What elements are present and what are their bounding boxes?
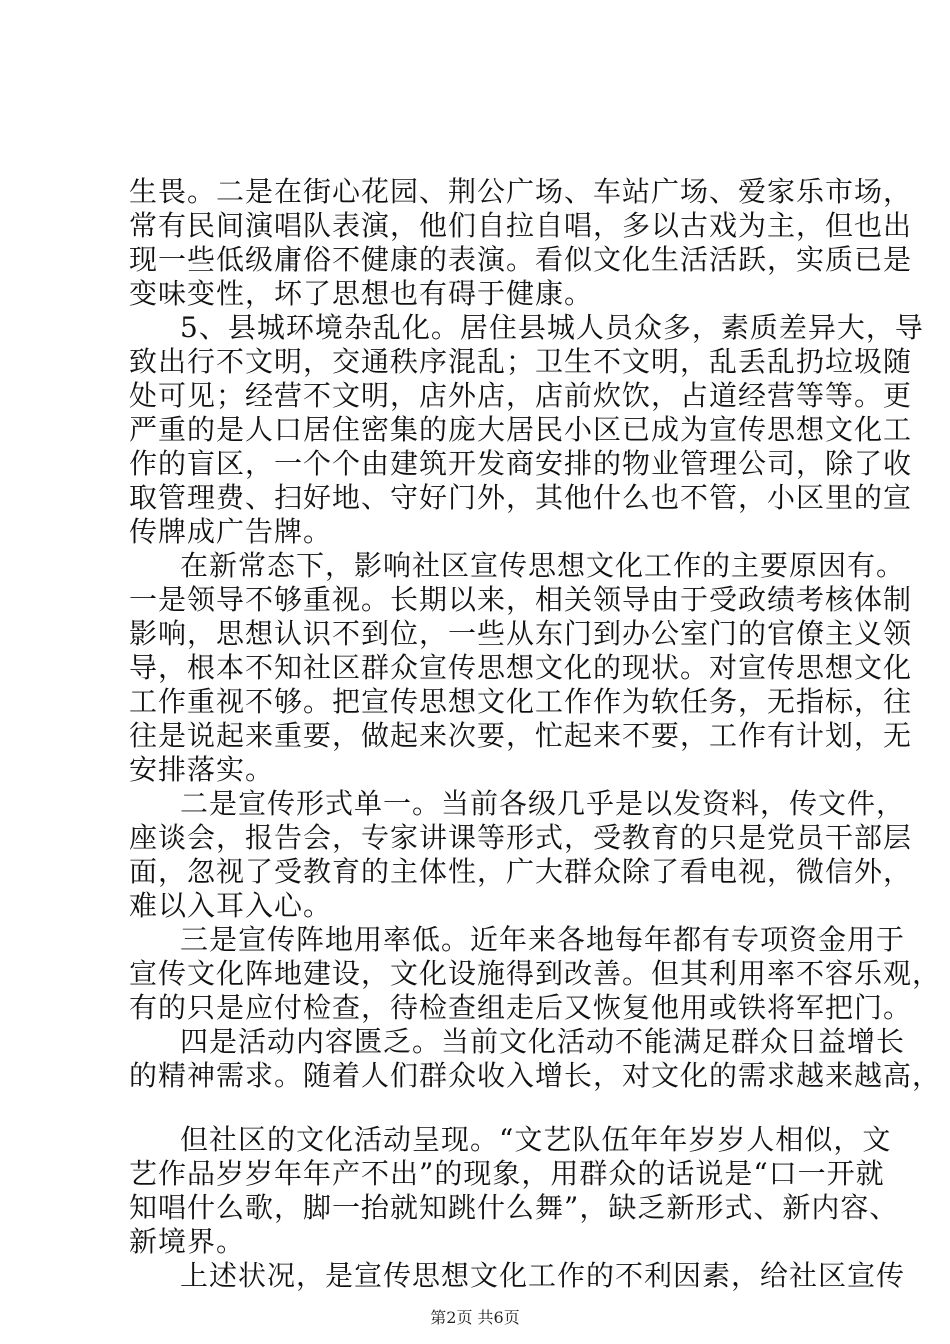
page-number-footer: 第2页 共6页 [430,1308,520,1327]
text-line: 变味变性，坏了思想也有碍于健康。 [129,277,594,310]
text-line: 的精神需求。随着人们群众收入增长，对文化的需求越来越高， [129,1059,942,1092]
text-line: 知唱什么歌，脚一抬就知跳什么舞”，缺乏新形式、新内容、 [129,1191,899,1224]
text-line: 在新常态下，影响社区宣传思想文化工作的主要原因有。 [180,549,906,582]
text-line: 三是宣传阵地用率低。近年来各地每年都有专项资金用于 [180,923,906,956]
text-line: 往是说起来重要，做起来次要，忙起来不要，工作有计划，无 [129,719,913,752]
text-line: 新境界。 [129,1225,246,1258]
text-line: 导，根本不知社区群众宣传思想文化的现状。对宣传思想文化 [129,651,913,684]
text-line: 现一些低级庸俗不健康的表演。看似文化生活活跃，实质已是 [129,243,913,276]
text-line: 常有民间演唱队表演，他们自拉自唱，多以古戏为主，但也出 [129,209,913,242]
text-line: 取管理费、扫好地、守好门外，其他什么也不管，小区里的宣 [129,481,913,514]
text-line: 上述状况，是宣传思想文化工作的不利因素，给社区宣传 [180,1259,906,1292]
text-line: 5、县城环境杂乱化。居住县城人员众多，素质差异大，导 [180,311,924,344]
text-line: 四是活动内容匮乏。当前文化活动不能满足群众日益增长 [180,1025,906,1058]
text-line: 艺作品岁岁年年产不出”的现象，用群众的话说是“口一开就 [129,1157,885,1190]
text-line: 作的盲区，一个个由建筑开发商安排的物业管理公司，除了收 [129,447,913,480]
text-line: 一是领导不够重视。长期以来，相关领导由于受政绩考核体制 [129,583,913,616]
text-line: 严重的是人口居住密集的庞大居民小区已成为宣传思想文化工 [129,413,913,446]
text-line: 二是宣传形式单一。当前各级几乎是以发资料，传文件， [180,787,906,820]
text-line: 面，忽视了受教育的主体性，广大群众除了看电视，微信外， [129,855,913,888]
text-line: 生畏。二是在街心花园、荆公广场、车站广场、爱家乐市场， [129,175,913,208]
text-line: 座谈会，报告会，专家讲课等形式，受教育的只是党员干部层 [129,821,913,854]
text-line: 但社区的文化活动呈现。“文艺队伍年年岁岁人相似，文 [180,1123,892,1156]
text-line: 难以入耳入心。 [129,889,333,922]
text-line: 工作重视不够。把宣传思想文化工作作为软任务，无指标，往 [129,685,913,718]
text-line: 有的只是应付检查，待检查组走后又恢复他用或铁将军把门。 [129,991,913,1024]
text-line: 安排落实。 [129,753,275,786]
text-line: 处可见；经营不文明，店外店，店前炊饮，占道经营等等。更 [129,379,913,412]
text-line: 传牌成广告牌。 [129,515,333,548]
text-line: 影响，思想认识不到位，一些从东门到办公室门的官僚主义领 [129,617,913,650]
text-line: 致出行不文明，交通秩序混乱；卫生不文明，乱丢乱扔垃圾随 [129,345,913,378]
text-line: 宣传文化阵地建设，文化设施得到改善。但其利用率不容乐观， [129,957,942,990]
